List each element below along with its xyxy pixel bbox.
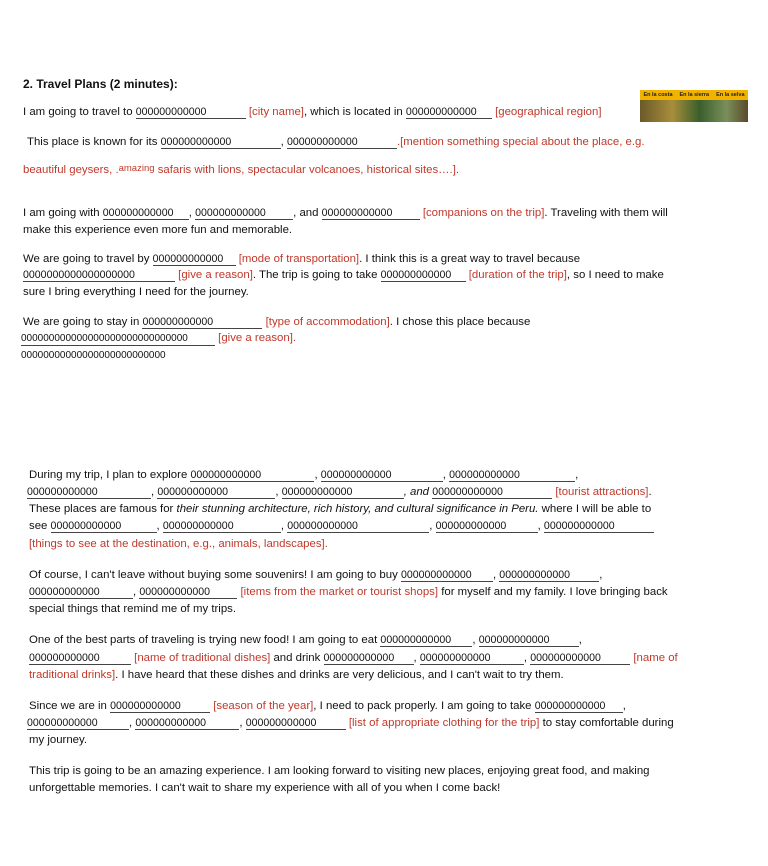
attraction-blank-2[interactable]: 000000000000 [321,469,443,482]
city-blank[interactable]: 000000000000 [136,106,246,119]
peru-regions-image-labels [640,90,748,100]
attraction-blank-6[interactable]: 000000000000 [282,486,404,499]
accommodation-reason-blank-2[interactable]: 00000000000000000000000000 [21,350,166,361]
paragraph-food: One of the best parts of traveling is trying new food! I am going to eat 000000000000 , 000000000000 , [29,634,582,646]
paragraph-destination: I am going to travel to 000000000000 [city name], which is located in 000000000000 [geographical region] [23,106,602,118]
dish-blank-2[interactable]: 000000000000 [479,634,579,647]
paragraph-companions: I am going with 000000000000 , 000000000000 , and 000000000000 [companions on the trip]. Traveling with them will [23,207,668,219]
souvenir-blank-2[interactable]: 000000000000 [499,569,599,582]
paragraph-closing: This trip is going to be an amazing experience. I am looking forward to visiting new places, enjoying great food, and making [29,765,650,777]
see-blank-4[interactable]: 000000000000 [436,520,538,533]
dish-blank-1[interactable]: 000000000000 [380,634,472,647]
paragraph-food-cont: 000000000000 [name of traditional dishes] and drink 000000000000 , 000000000000 , 000000000000 [name of [29,652,678,664]
accommodation-blank[interactable]: 000000000000 [142,316,262,329]
clothing-blank-2[interactable]: 000000000000 [27,717,129,730]
attraction-blank-7[interactable]: 000000000000 [432,486,552,499]
souvenir-blank-4[interactable]: 000000000000 [139,586,237,599]
attraction-blank-3[interactable]: 000000000000 [449,469,575,482]
see-blank-2[interactable]: 000000000000 [163,520,281,533]
paragraph-explore-cont: 000000000000 , 000000000000 , 000000000000 , and 000000000000 [tourist attractions]. [27,486,652,498]
paragraph-souvenirs-end: special things that remind me of my trips. [29,603,237,615]
see-blank-5[interactable]: 000000000000 [544,520,654,533]
drink-blank-3[interactable]: 000000000000 [530,652,630,665]
paragraph-season: Since we are in 000000000000 [season of the year], I need to pack properly. I am going to take 000000000000 , [29,700,626,712]
clothing-blank-1[interactable]: 000000000000 [535,700,623,713]
attraction-blank-5[interactable]: 000000000000 [157,486,275,499]
paragraph-explore: During my trip, I plan to explore 000000000000 , 000000000000 , 000000000000 , [29,469,579,481]
paragraph-food-end: traditional drinks]. I have heard that these dishes and drinks are very delicious, and I can't wait to try them. [29,669,564,681]
dish-blank-3[interactable]: 000000000000 [29,652,131,665]
companion-blank-2[interactable]: 000000000000 [195,207,293,220]
transport-blank[interactable]: 000000000000 [153,253,236,266]
paragraph-explore-see: see 000000000000 , 000000000000 , 000000000000 , 000000000000 , 000000000000 [29,518,654,535]
feature-blank-1[interactable]: 000000000000 [161,136,281,149]
season-blank[interactable]: 000000000000 [110,700,210,713]
paragraph-known-for-cont: beautiful geysers, .amazing safaris with lions, spectacular volcanoes, historical sites….]. [23,163,460,176]
paragraph-souvenirs-cont: 000000000000 , 000000000000 [items from the market or tourist shops] for myself and my family. I love bringing back [29,586,668,598]
souvenir-blank-1[interactable]: 000000000000 [401,569,493,582]
attraction-blank-4[interactable]: 000000000000 [27,486,151,499]
paragraph-season-cont: 000000000000 , 000000000000 , 000000000000 [list of appropriate clothing for the trip] to stay comfortable during [27,717,674,729]
paragraph-companions-cont: make this experience even more fun and memorable. [23,224,293,236]
see-blank-1[interactable]: 000000000000 [51,520,157,533]
clothing-blank-4[interactable]: 000000000000 [246,717,346,730]
paragraph-explore-hint: [things to see at the destination, e.g., animals, landscapes]. [29,538,328,550]
paragraph-transport-cont: 0000000000000000000 [give a reason]. The trip is going to take 000000000000 [duration of the trip], so I need to make [23,269,664,281]
paragraph-known-for: This place is known for its 000000000000 , 000000000000 .[mention something special about the place, e.g. [27,136,645,148]
duration-blank[interactable]: 000000000000 [381,269,466,282]
section-title: 2. Travel Plans (2 minutes): [23,77,178,91]
souvenir-blank-3[interactable]: 000000000000 [29,586,133,599]
paragraph-explore-famous: These places are famous for their stunning architecture, rich history, and cultural significance in Peru. where I will be able to [29,503,652,515]
accommodation-reason-blank[interactable]: 000000000000000000000000000000 [21,333,215,346]
transport-reason-blank[interactable]: 0000000000000000000 [23,269,175,282]
clothing-blank-3[interactable]: 000000000000 [135,717,239,730]
paragraph-transport-end: sure I bring everything I need for the journey. [23,286,249,298]
paragraph-accommodation-cont: 000000000000000000000000000000 [give a reason]. [21,332,297,344]
paragraph-closing-cont: unforgettable memories. I can't wait to share my experience with all of you when I come back! [29,782,501,794]
paragraph-accommodation: We are going to stay in 000000000000 [type of accommodation]. I chose this place because [23,316,531,328]
paragraph-season-end: my journey. [29,734,88,746]
region-label-coast: En la costa [643,92,673,98]
companion-blank-1[interactable]: 000000000000 [103,207,189,220]
drink-blank-2[interactable]: 000000000000 [420,652,524,665]
region-label-highlands: En la sierra [679,92,710,98]
see-blank-3[interactable]: 000000000000 [287,520,429,533]
companion-blank-3[interactable]: 000000000000 [322,207,420,220]
region-label-jungle: En la selva [716,92,745,98]
region-blank[interactable]: 000000000000 [406,106,492,119]
feature-blank-2[interactable]: 000000000000 [287,136,397,149]
attraction-blank-1[interactable]: 000000000000 [190,469,314,482]
drink-blank-1[interactable]: 000000000000 [324,652,414,665]
paragraph-souvenirs: Of course, I can't leave without buying some souvenirs! I am going to buy 000000000000 , 000000000000 , [29,569,603,581]
paragraph-transport: We are going to travel by 000000000000 [mode of transportation]. I think this is a great way to travel because [23,253,581,265]
